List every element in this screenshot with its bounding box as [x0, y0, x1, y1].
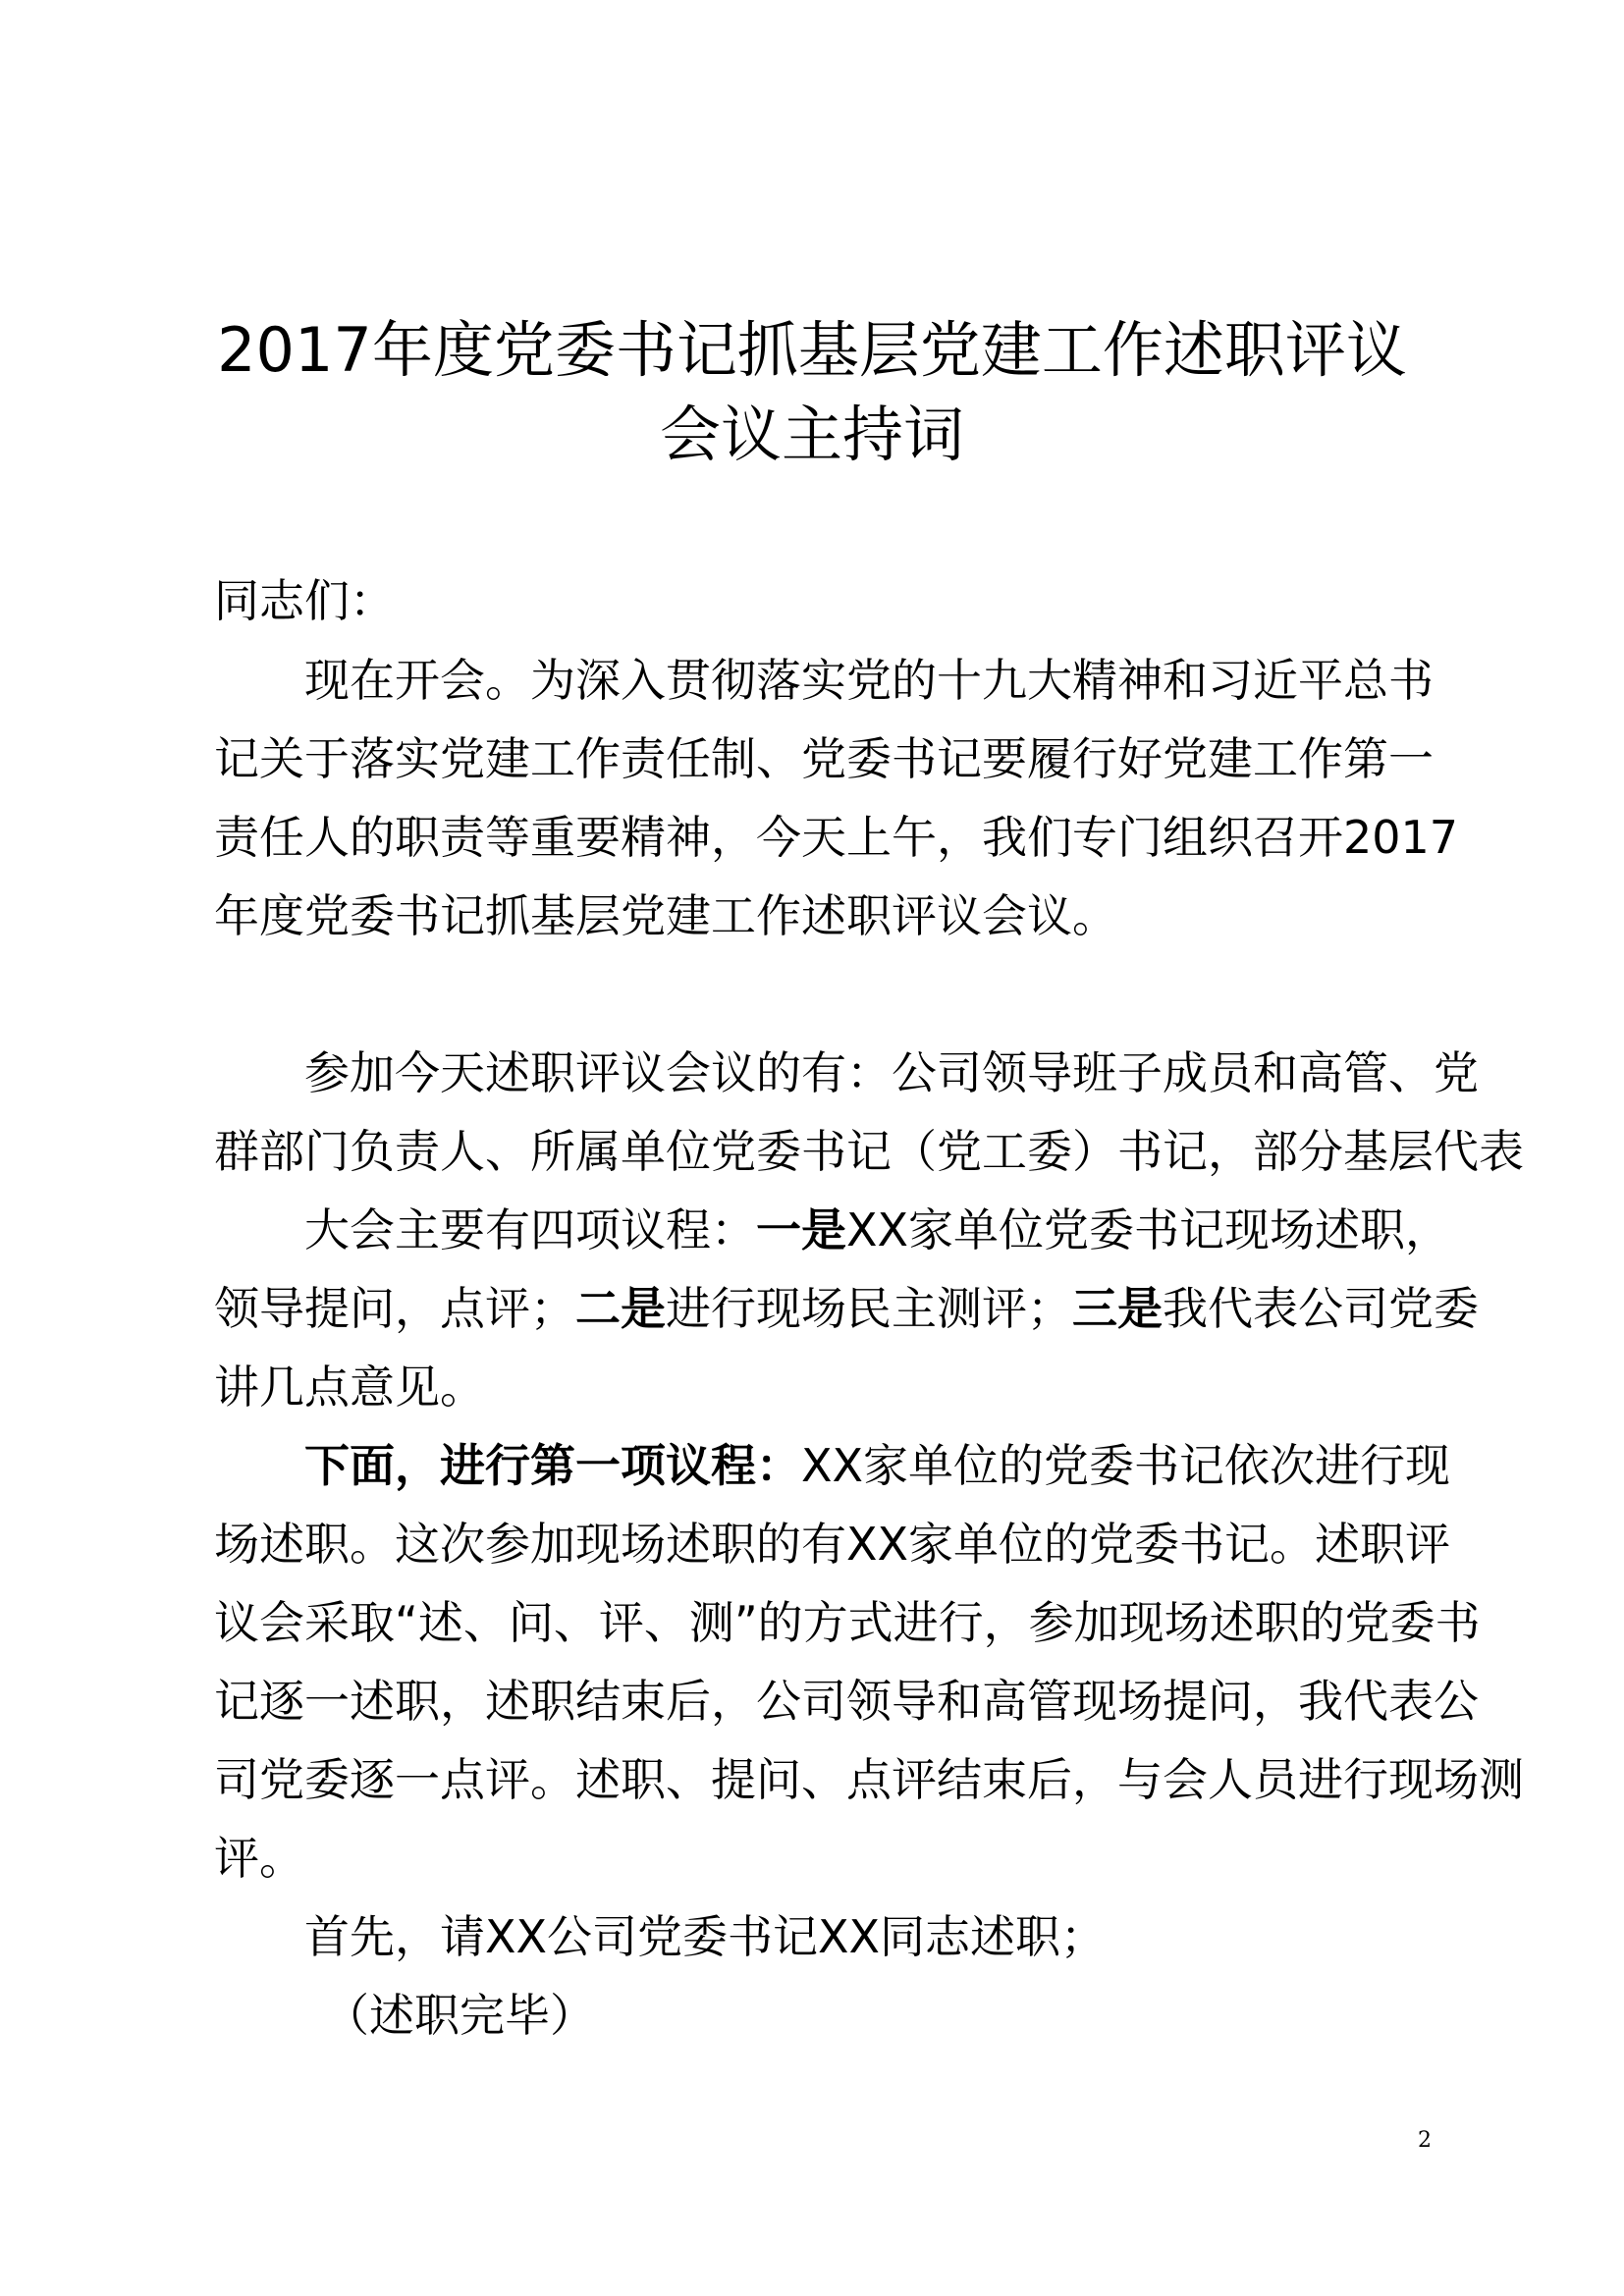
first-agenda-line-6: 评。 [214, 1832, 304, 1885]
paragraph-1-line-3: 责任人的职责等重要精神，今天上午，我们专门组织召开2017 [214, 811, 1459, 864]
agenda-intro: 大会主要有四项议程： [304, 1203, 756, 1256]
agenda-item-2-label: 二是 [575, 1282, 666, 1335]
stage-note: （述职完毕） [324, 1989, 595, 2042]
agenda-line-2 [214, 1279, 1479, 1338]
first-agenda-line-2: 场述职。这次参加现场述职的有XX家单位的党委书记。述职评 [214, 1518, 1451, 1571]
paragraph-2-line-1: 参加今天述职评议会议的有：公司领导班子成员和高管、党 [304, 1046, 1479, 1099]
agenda-item-1-continued: 领导提问，点评； [214, 1282, 575, 1335]
agenda-item-3-label: 三是 [1072, 1282, 1163, 1335]
agenda-item-1-text: XX家单位党委书记现场述职， [846, 1203, 1451, 1256]
first-agenda-intro: XX家单位的党委书记依次进行现 [801, 1439, 1451, 1492]
agenda-item-3-text: 我代表公司党委 [1163, 1282, 1479, 1335]
paragraph-2-line-2: 群部门负责人、所属单位党委书记（党工委）书记，部分基层代表 [214, 1125, 1524, 1178]
document-title-line-2: 会议主持词 [659, 399, 964, 470]
agenda-line-3: 讲几点意见。 [214, 1361, 485, 1414]
paragraph-1-line-1: 现在开会。为深入贯彻落实党的十九大精神和习近平总书 [304, 654, 1434, 707]
agenda-line-1 [304, 1201, 1450, 1259]
first-agenda-line-3: 议会采取“述、问、评、测”的方式进行，参加现场述职的党委书 [214, 1596, 1481, 1649]
agenda-item-2-text: 进行现场民主测评； [666, 1282, 1072, 1335]
salutation: 同志们： [214, 574, 395, 627]
page-number: 2 [1418, 2128, 1432, 2153]
first-agenda-heading: 下面，进行第一项议程： [304, 1439, 801, 1492]
first-agenda-line-1 [304, 1436, 1450, 1495]
first-agenda-line-5: 司党委逐一点评。述职、提问、点评结束后，与会人员进行现场测 [214, 1753, 1524, 1806]
first-agenda-line-4: 记逐一述职，述职结束后，公司领导和高管现场提问，我代表公 [214, 1675, 1479, 1728]
paragraph-5: 首先，请XX公司党委书记XX同志述职； [304, 1910, 1107, 1963]
paragraph-1-line-2: 记关于落实党建工作责任制、党委书记要履行好党建工作第一 [214, 732, 1434, 785]
agenda-item-1-label: 一是 [756, 1203, 846, 1256]
document-title-line-1: 2017年度党委书记抓基层党建工作述职评议 [217, 314, 1407, 386]
paragraph-1-line-4: 年度党委书记抓基层党建工作述职评议会议。 [214, 889, 1117, 942]
